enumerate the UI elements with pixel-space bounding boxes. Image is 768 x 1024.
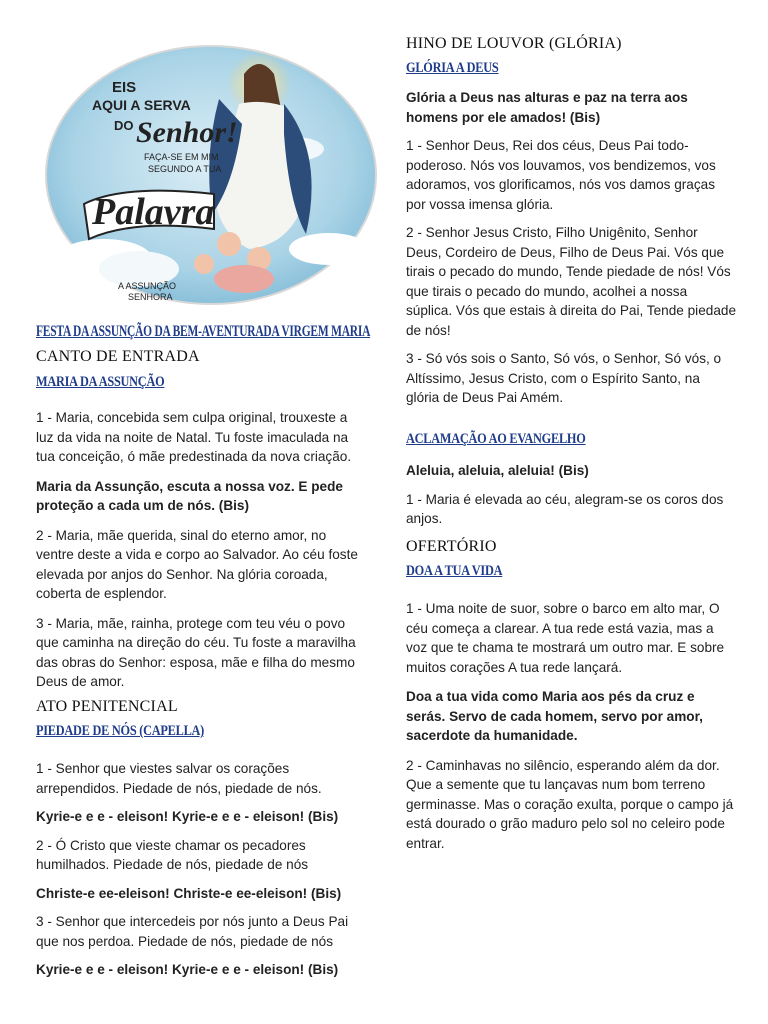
- hino-heading: HINO DE LOUVOR (GLÓRIA): [406, 35, 622, 52]
- entrada-verse-3: 3 - Maria, mãe, rainha, protege com teu véu o povo que caminha na direção do céu. Tu foste a maravilha das obras do Senhor: esposa, mãe e filha do mesmo Deus de amor.: [36, 615, 356, 689]
- feast-title-wrap: [36, 322, 376, 341]
- hino-refrain: Glória a Deus nas alturas e paz na terra aos homens por ele amados! (Bis): [406, 90, 688, 125]
- footer-line-1: A ASSUNÇÃO: [118, 281, 177, 291]
- quote-line-2: AQUI A SERVA: [92, 97, 191, 113]
- assumption-illustration: [44, 44, 378, 306]
- aclamacao-refrain: Aleluia, aleluia, aleluia! (Bis): [406, 463, 589, 478]
- entrada-refrain: Maria da Assunção, escuta a nossa voz. E pede proteção a cada um de nós. (Bis): [36, 478, 343, 513]
- footer-line-2: SENHORA: [128, 292, 173, 302]
- hino-verse-1: 1 - Senhor Deus, Rei dos céus, Deus Pai todo-poderoso. Nós vos louvamos, vos bendizemos, vos adoramos, vos glorificamos, nós vos damos graças por vossa imensa glória.: [406, 138, 716, 212]
- penitencial-verse-3: 3 - Senhor que intercedeis por nós junto a Deus Pai que nos perdoa. Piedade de nós, piedade de nós: [36, 914, 349, 949]
- quote-word-eis: EIS: [112, 79, 137, 96]
- entrada-song-title: MARIA DA ASSUNÇÃO: [36, 374, 165, 390]
- feast-title: FESTA DA ASSUNÇÃO DA BEM-AVENTURADA VIRGEM MARIA: [36, 323, 371, 340]
- entrada-verse-1: 1 - Maria, concebida sem culpa original, trouxeste a luz da vida na noite de Natal. Tu foste imaculada na tua conceição, ó mãe predestinada da nova criação.: [36, 410, 352, 464]
- ofertorio-refrain: Doa a tua vida como Maria aos pés da cruz e serás. Servo de cada homem, servo por amor, sacerdote da humanidade.: [406, 689, 703, 743]
- penitencial-refrain-2: Christe-e ee-eleison! Christe-e ee-eleison! (Bis): [36, 885, 342, 901]
- quote-senhor: Senhor!: [136, 116, 238, 149]
- penitencial-verse-2: 2 - Ó Cristo que vieste chamar os pecadores humilhados. Piedade de nós, piedade de nós: [36, 837, 309, 872]
- penitencial-verse-1: 1 - Senhor que viestes salvar os corações arrependidos. Piedade de nós, piedade de nós.: [36, 761, 322, 796]
- quote-line-6: SEGUNDO A TUA: [148, 164, 222, 174]
- penitencial-refrain-1: Kyrie-e e e - eleison! Kyrie-e e e - eleison! (Bis): [36, 809, 339, 824]
- quote-line-3: DO: [114, 118, 134, 133]
- aclamacao-verse-1: 1 - Maria é elevada ao céu, alegram-se os coros dos anjos.: [406, 491, 724, 526]
- hino-verse-2: 2 - Senhor Jesus Cristo, Filho Unigênito, Senhor Deus, Cordeiro de Deus, Filho de Deus Pai. Vós que tirais o pecado do mundo, Tende piedade de nós! Vós que tirais o pecado do mundo, acolhei a nossa súplica. Vós que estais à direita do Pai, Tende piedade de nós!: [406, 225, 736, 338]
- ofertorio-verse-2: 2 - Caminhavas no silêncio, esperando além da dor. Que a semente que tu lançavas num bom terreno germinasse. Mas o coração exulta, porque o campo já está dourado o grão maduro pelo sol no celeiro pode entrar.: [406, 757, 734, 851]
- aclamacao-heading: ACLAMAÇÃO AO EVANGELHO: [406, 431, 586, 447]
- penitencial-song-title: PIEDADE DE NÓS (CAPELLA): [36, 723, 205, 739]
- hino-song-title: GLÓRIA A DEUS: [406, 60, 499, 76]
- hino-verse-3: 3 - Só vós sois o Santo, Só vós, o Senhor, Só vós, o Altíssimo, Jesus Cristo, com o Espírito Santo, na glória de Deus Pai Amém.: [406, 351, 722, 405]
- quote-palavra: Palavra: [92, 191, 215, 233]
- penitencial-heading: ATO PENITENCIAL: [36, 698, 178, 715]
- entrada-heading: CANTO DE ENTRADA: [36, 348, 200, 365]
- ofertorio-heading: OFERTÓRIO: [406, 538, 497, 555]
- entrada-verse-2: 2 - Maria, mãe querida, sinal do eterno amor, no ventre deste a vida e corpo ao Salvador. Ao céu foste elevada por anjos do Senhor. Na glória coroada, coberta de esplendor.: [36, 527, 358, 601]
- penitencial-refrain-3: Kyrie-e e e - eleison! Kyrie-e e e - eleison! (Bis): [36, 962, 339, 977]
- ofertorio-verse-1: 1 - Uma noite de suor, sobre o barco em alto mar, O céu começa a clarear. A tua rede está vazia, mas a voz que te chama te mostrará um outro mar. E sobre muitos corações A tua rede lançará.: [406, 601, 725, 675]
- ofertorio-song-title: DOA A TUA VIDA: [406, 563, 503, 579]
- quote-line-5: FAÇA-SE EM MIM: [144, 152, 219, 162]
